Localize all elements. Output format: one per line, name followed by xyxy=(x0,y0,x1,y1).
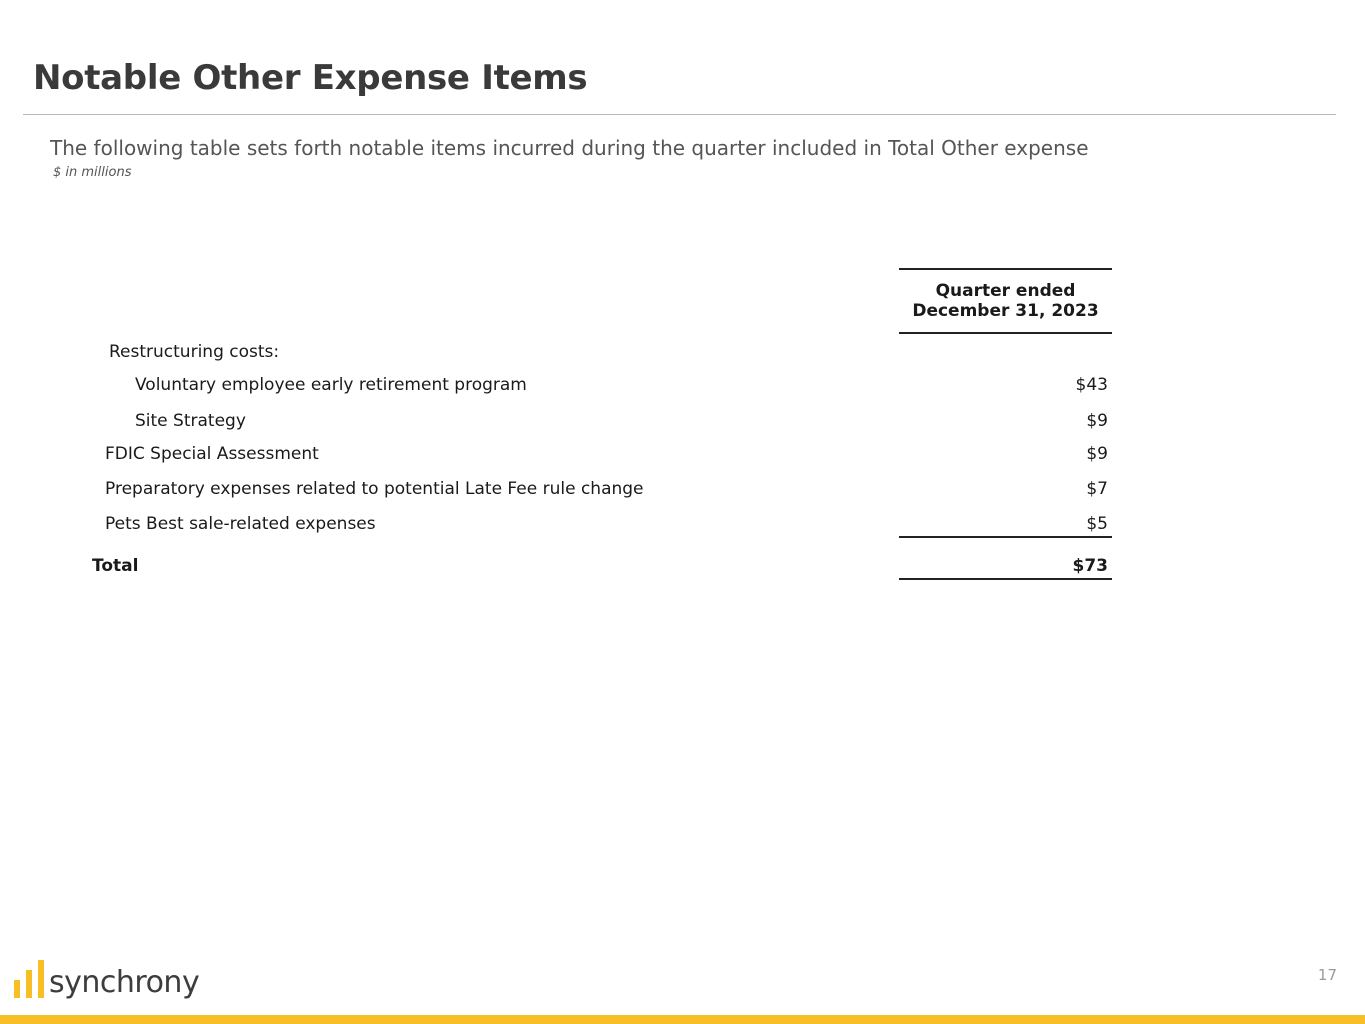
total-label: Total xyxy=(92,556,139,576)
row-label-late-fee: Preparatory expenses related to potential Late Fee rule change xyxy=(105,479,644,499)
logo-wordmark: synchrony xyxy=(49,965,200,1000)
table-description: The following table sets forth notable items incurred during the quarter included in Total Other expense xyxy=(50,136,1089,160)
page-number: 17 xyxy=(1317,966,1337,984)
row-value-fdic: $9 xyxy=(1086,444,1108,464)
column-header-line2: December 31, 2023 xyxy=(912,301,1099,321)
subtotal-rule xyxy=(899,536,1112,538)
row-value-late-fee: $7 xyxy=(1086,479,1108,499)
units-note: $ in millions xyxy=(53,165,132,180)
row-value-early-retirement: $43 xyxy=(1075,375,1108,395)
row-label-early-retirement: Voluntary employee early retirement program xyxy=(135,375,527,395)
total-value: $73 xyxy=(1072,556,1108,576)
row-label-restructuring: Restructuring costs: xyxy=(109,342,280,362)
row-value-pets-best: $5 xyxy=(1086,514,1108,534)
total-rule xyxy=(899,578,1112,580)
footer-accent-band xyxy=(0,1015,1365,1024)
column-header xyxy=(899,268,1112,334)
page-title: Notable Other Expense Items xyxy=(33,58,588,98)
column-header-line1: Quarter ended xyxy=(935,281,1076,301)
title-divider xyxy=(23,114,1336,115)
row-label-site-strategy: Site Strategy xyxy=(135,411,246,431)
logo-bars-icon xyxy=(14,960,44,998)
row-label-pets-best: Pets Best sale-related expenses xyxy=(105,514,376,534)
row-value-site-strategy: $9 xyxy=(1086,411,1108,431)
row-label-fdic: FDIC Special Assessment xyxy=(105,444,319,464)
synchrony-logo xyxy=(14,958,199,998)
